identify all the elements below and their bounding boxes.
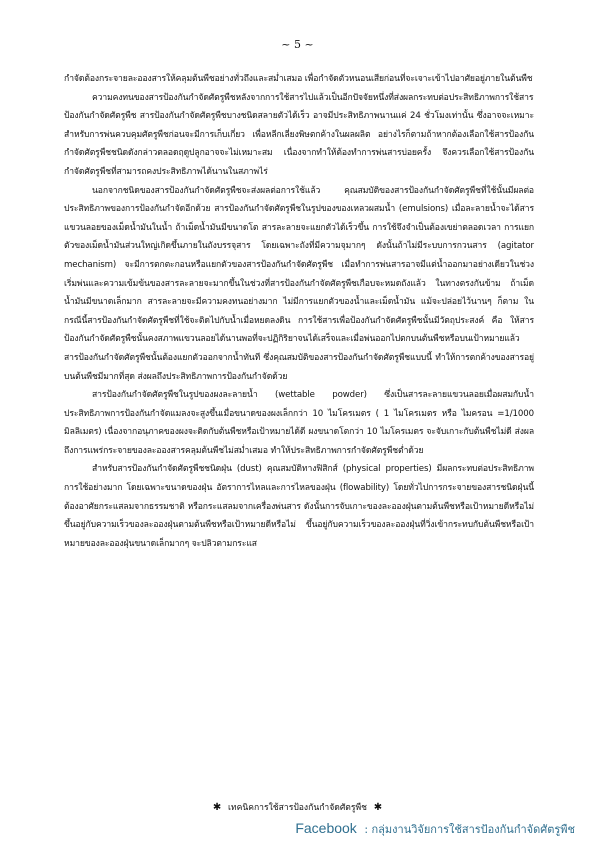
star-icon: ✱	[212, 802, 222, 813]
paragraph-4: สารป้องกันกำจัดศัตรูพืชในรูปของผงละลายน้ำ (wettable powder) ซึ่งเป็นสารละลายแขวนลอยเมื่อผสมกับน้ำ ประสิทธิภาพการป้องกันกำจัดแมลงจะสูงขึ้นเมื่อขนาดของผงเล็กกว่า 10 ไมโครเมตร ( 1 ไมโครเมตร หรือ ไมครอน =1/1000 มิลลิเมตร) เนื่องจากอนุภาคของผงจะติดกับต้นพืชหรือเป้าหมายได้ดี ผงขนาดโตกว่า 10 ไมโครเมตร จะจับเกาะกับต้นพืชไม่ดี ส่งผลถึงการแพร่กระจายของละอองสารคลุมต้นพืชไม่สม่ำเสมอ ทำให้ประสิทธิภาพการกำจัดศัตรูพืชต่ำด้วย	[64, 390, 534, 456]
document-body	[64, 70, 534, 553]
page-number: ~ 5 ~	[281, 38, 314, 51]
footer-title: เทคนิคการใช้สารป้องกันกำจัดศัตรูพืช	[227, 803, 368, 813]
paragraph-2: ความคงทนของสารป้องกันกำจัดศัตรูพืชหลังจากการใช้สารไปแล้วเป็นอีกปัจจัยหนึ่งที่ส่งผลกระทบต่อประสิทธิภาพการใช้สารป้องกันกำจัดศัตรูพืช สารป้องกันกำจัดศัตรูพืชบางชนิดสลายตัวได้เร็ว อาจมีประสิทธิภาพนานแค่ 24 ชั่วโมงเท่านั้น ซึ่งอาจจะเหมาะสำหรับการพ่นควบคุมศัตรูพืชก่อนจะมีการเก็บเกี่ยว เพื่อหลีกเลี่ยงพิษตกค้างในผลผลิต อย่างไรก็ตามถ้าหากต้องเลือกใช้สารป้องกันกำจัดศัตรูพืชชนิดดังกล่าวตลอดฤดูปลูกอาจจะไม่เหมาะสม เนื่องจากทำให้ต้องทำการพ่นสารบ่อยครั้ง จึงควรเลือกใช้สารป้องกันกำจัดศัตรูพืชที่สามารถคงประสิทธิภาพได้นานในสภาพไร่	[64, 92, 534, 177]
facebook-label: Facebook	[295, 820, 357, 836]
footer-note	[0, 800, 595, 814]
facebook-link[interactable]	[295, 820, 575, 838]
star-icon: ✱	[373, 802, 383, 813]
paragraph-1: กำจัดต้องกระจายละอองสารให้คลุมต้นพืชอย่างทั่วถึงและสม่ำเสมอ เพื่อกำจัดตัวหนอนเสียก่อนที่จะเจาะเข้าไปอาศัยอยู่ภายในต้นพืช	[64, 74, 533, 84]
paragraph-5: สำหรับสารป้องกันกำจัดศัตรูพืชชนิดฝุ่น (dust) คุณสมบัติทางฟิสิกส์ (physical properties) มีผลกระทบต่อประสิทธิภาพการใช้อย่างมาก โดยเฉพาะขนาดของฝุ่น อัตราการไหลและการไหลของฝุ่น (flowability) โดยทั่วไปการกระจายของสารชนิดฝุ่นนี้ ต้องอาศัยกระแสลมจากธรรมชาติ หรือกระแสลมจากเครื่องพ่นสาร ดังนั้นการจับเกาะของละอองฝุ่นตามต้นพืชหรือเป้าหมายดีหรือไม่ ขึ้นอยู่กับความเร็วของละอองฝุ่นตามต้นพืชหรือเป้าหมายดีหรือไม่ ขึ้นอยู่กับความเร็วของละอองฝุ่นที่วิ่งเข้ากระทบกับต้นพืชหรือเป้าหมายของละอองฝุ่นขนาดเล็กมากๆ จะปลิวตามกระแส	[64, 464, 534, 549]
facebook-group-name: : กลุ่มงานวิจัยการใช้สารป้องกันกำจัดศัตรูพืช	[364, 823, 575, 836]
paragraph-3: นอกจากชนิดของสารป้องกันกำจัดศัตรูพืชจะส่งผลต่อการใช้แล้ว คุณสมบัติของสารป้องกันกำจัดศัตรูพืชที่ใช้นั้นมีผลต่อประสิทธิภาพของการป้องกันกำจัดอีกด้วย สารป้องกันกำจัดศัตรูพืชในรูปของของเหลวผสมน้ำ (emulsions) เมื่อละลายน้ำจะได้สารแขวนลอยของเม็ดน้ำมันในน้ำ ถ้าเม็ดน้ำมันมีขนาดโต สารละลายจะแยกตัวได้เร็วขึ้น การใช้จึงจำเป็นต้องเขย่าตลอดเวลา การแยกตัวของเม็ดน้ำมันส่วนใหญ่เกิดขึ้นภายในถังบรรจุสาร โดยเฉพาะถังที่มีความจุมากๆ ดังนั้นถ้าไม่มีระบบการกวนสาร (agitator mechanism) จะมีการตกตะกอนหรือแยกตัวของสารป้องกันกำจัดศัตรูพืช เมื่อทำการพ่นสารอาจมีแต่น้ำออกมาอย่างเดียวในช่วงเริ่มพ่นและความเข้มข้นของสารละลายจะมากขึ้นในช่วงที่สารป้องกันกำจัดศัตรูพืชเกือบจะหมดถังแล้ว ในทางตรงกันข้าม ถ้าเม็ดน้ำมันมีขนาดเล็กมาก สารละลายจะมีความคงทนอย่างมาก ไม่มีการแยกตัวของน้ำและเม็ดน้ำมัน แม้จะปล่อยไว้นานๆ ก็ตาม ในกรณีนี้สารป้องกันกำจัดศัตรูพืชที่ใช้จะติดไปกับน้ำเมื่อหยดลงดิน การใช้สารเพื่อป้องกันกำจัดศัตรูพืชนั้นมีวัตถุประสงค์ คือ ให้สารป้องกันกำจัดศัตรูพืชนั้นคงสภาพแขวนลอยได้นานพอที่จะปฏิกิริยาจนได้เสร็จและเมื่อพ่นออกไปตกบนต้นพืชหรือบนเป้าหมายแล้วสารป้องกันกำจัดศัตรูพืชนั้นต้องแยกตัวออกจากน้ำทันที ซึ่งคุณสมบัติของสารป้องกันกำจัดศัตรูพืชแบบนี้ ทำให้การตกค้างของสารอยู่บนต้นพืชมีมากที่สุด ส่งผลถึงประสิทธิภาพการป้องกันกำจัดด้วย	[64, 185, 534, 382]
